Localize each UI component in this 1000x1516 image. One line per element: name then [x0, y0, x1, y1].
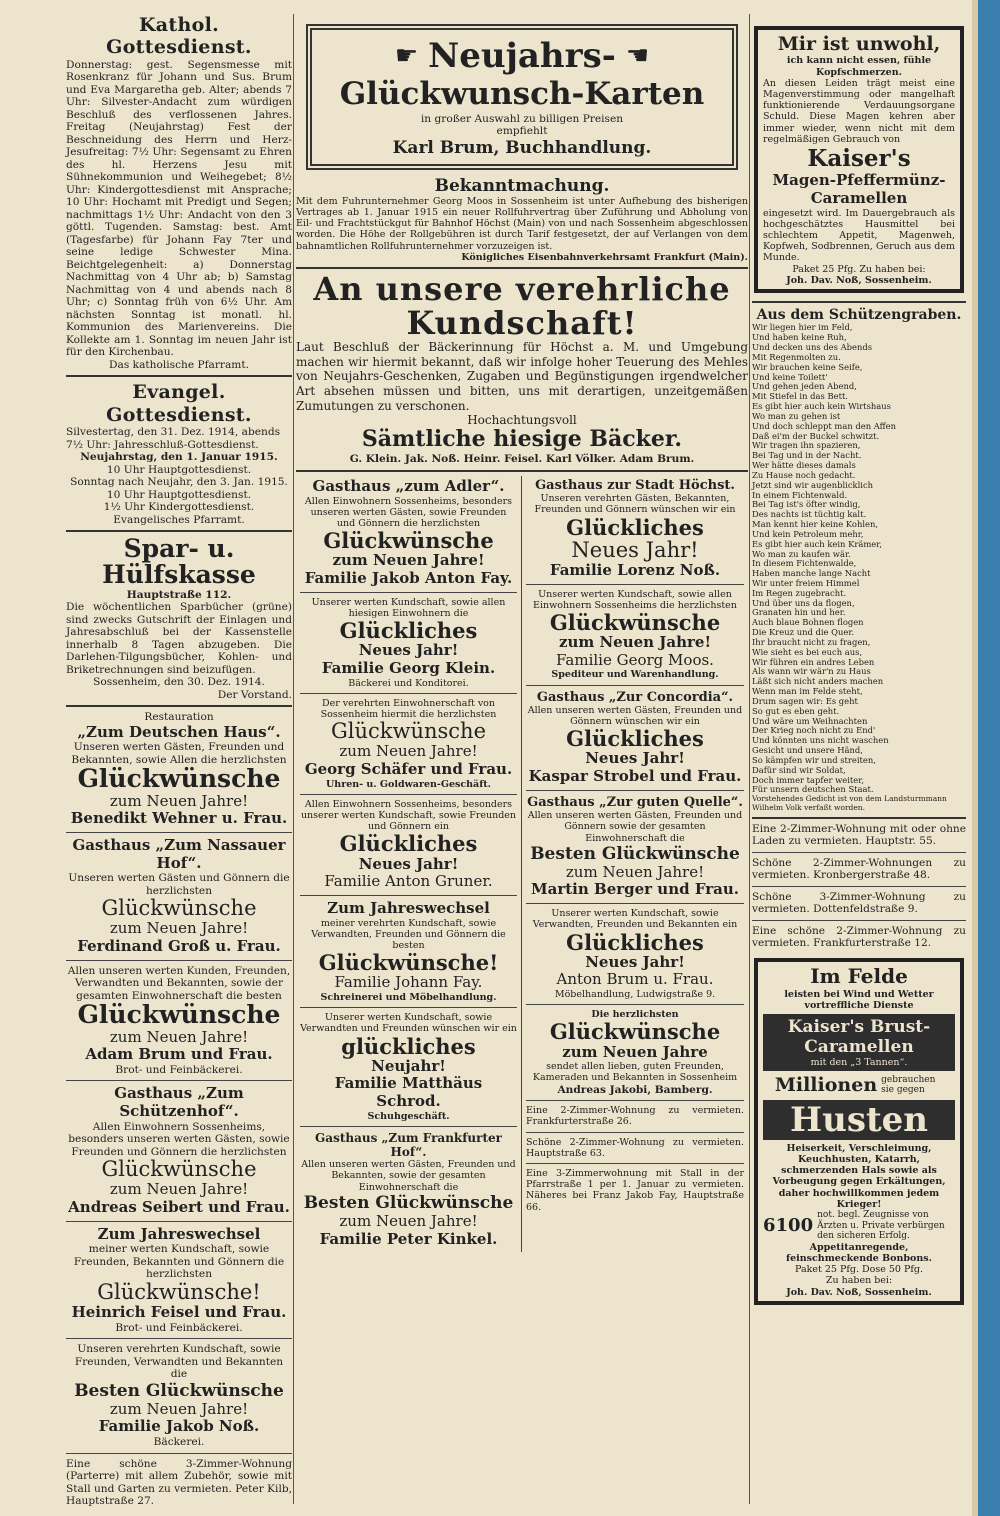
bek-title: Bekanntmachung.: [434, 175, 610, 196]
r1-sign: Familie Lorenz Noß.: [549, 560, 721, 579]
bek-body: Mit dem Fuhrunternehmer Georg Moos in Sossenheim ist unter Aufhebung des bisherigen Vertrages ab 1. Januar 1915 ein neuer Rollfuhrvertrag über Zuführung und Abholung von Eil- und Frachtstückgut für Bahnhof Höchst (Main) von und nach Sossenheim abgeschlossen worden. Die Höhe der Rollgebühren ist durch Tarif festgesetzt, der auf Verlangen von dem bahnamtlichen Rollfuhrunternehmer vorzuzeigen ist.: [296, 195, 748, 252]
ad1-text: Unseren werten Gästen, Freunden und Bekannten, sowie Allen die herzlichsten: [71, 741, 287, 766]
l2-text: Unserer werten Kundschaft, sowie allen hiesigen Einwohnern die: [311, 596, 506, 619]
ad4-text: Allen Einwohnern Sossenheims, besonders unseren werten Gästen, sowie Freunden und Gönnern die herzlichsten: [68, 1120, 290, 1158]
l3-text: Der verehrten Einwohnerschaft von Sossenheim hiermit die herzlichsten: [320, 697, 497, 720]
ad2-sub: zum Neuen Jahre!: [109, 919, 249, 938]
k2-body: Heiserkeit, Verschleimung, Keuchhusten, Katarrh, schmerzenden Hals sowie als Vorbeugung gegen Erkältungen, daher hochwillkommen jedem Krieger!: [772, 1142, 946, 1210]
l2-sign: Familie Georg Klein.: [321, 658, 496, 677]
middle-left-subcolumn: [296, 476, 522, 1252]
l5-sign: Familie Johann Fay.: [334, 973, 483, 992]
r6-pre: Die herzlichsten: [591, 1009, 679, 1021]
l1-big: Glückwünsche: [323, 528, 494, 554]
ad1-big: Glückwünsche: [77, 764, 281, 794]
l1-sub: zum Neuen Jahre!: [332, 551, 485, 570]
ad2-text: Unseren werten Gästen und Gönnern die herzlichsten: [68, 872, 290, 897]
l1-name: Gasthaus „zum Adler“.: [312, 476, 505, 495]
r6-big: Glückwünsche: [549, 1019, 721, 1045]
column-rule-1: [293, 14, 294, 1504]
l7-name: Gasthaus „Zum Frankfurter Hof“.: [315, 1130, 502, 1160]
r5-big: Glückliches: [566, 929, 704, 955]
spar-body: Die wöchentlichen Sparbücher (grüne) sind zwecks Gutschrift der Einlagen und Jahresabschluß bei der Kassenstelle innerhalb 8 Tagen abzugeben. Die Darlehen-Tilgungsbücher, Kohlen- und Briketrechnungen sind beizufügen.: [66, 601, 292, 676]
ad5-sign: Heinrich Feisel und Frau.: [71, 1303, 287, 1322]
blue-page-edge: [978, 0, 1000, 1516]
w4-text: Eine schöne 2-Zimmer-Wohnung zu vermieten. Frankfurterstraße 12.: [752, 924, 966, 950]
kath-sign: Das katholische Pfarramt.: [109, 358, 249, 371]
kund-sign: Sämtliche hiesige Bäcker.: [361, 426, 683, 453]
spar-addr: Hauptstraße 112.: [126, 588, 232, 601]
r4-name: Gasthaus „Zur guten Quelle“.: [527, 794, 743, 810]
k2-brand-box: [763, 1014, 955, 1071]
ev-line-5: 10 Uhr Hauptgottesdienst.: [106, 488, 252, 501]
k2-husten-box: [763, 1100, 955, 1140]
kaiser-magen-ad: [754, 26, 964, 293]
l1-text: Allen Einwohnern Sossenheims, besonders unseren werten Gästen, sowie Freunden und Gönnern die herzlichsten: [304, 495, 513, 530]
k1-brand: Kaiser's: [807, 145, 911, 173]
k2-num-text: not. begl. Zeugnisse von Ärzten u. Private verbürgen den sicheren Erfolg.: [817, 1209, 945, 1242]
r2-sign: Familie Georg Moos.: [556, 650, 714, 669]
l3-big: Glückwünsche: [330, 719, 487, 744]
w2-text: Schöne 2-Zimmer-Wohnungen zu vermieten. Kronbergerstraße 48.: [752, 856, 966, 882]
l4-big: Glückliches: [339, 831, 478, 857]
l5-sub2: Schreinerei und Möbelhandlung.: [320, 992, 497, 1003]
r2-text: Unserer werten Kundschaft, sowie allen Einwohnern Sossenheims die herzlichsten: [533, 588, 737, 611]
cards-sub-2: empfiehlt: [496, 125, 548, 138]
l7-text: Allen unseren werten Gästen, Freunden und Bekannten, sowie der gesamten Einwohnerschaft die: [301, 1159, 516, 1193]
l3-sign: Georg Schäfer und Frau.: [304, 759, 513, 778]
ad6-sub: zum Neuen Jahre!: [109, 1399, 249, 1418]
r1-name: Gasthaus zur Stadt Höchst.: [535, 477, 735, 493]
ev-sign: Evangelisches Pfarramt.: [113, 513, 245, 526]
r1-sub: Neues Jahr!: [571, 537, 699, 562]
r6-text: sendet allen lieben, guten Freunden, Kameraden und Bekannten in Sossenheim: [532, 1061, 738, 1084]
l4-sign: Familie Anton Gruner.: [324, 872, 493, 891]
l5-big: Glückwünsche!: [318, 950, 499, 976]
k1-title: Mir ist unwohl,: [777, 33, 941, 55]
spar-title: Spar- u. Hülfskasse: [102, 534, 256, 590]
ad7-text: Eine schöne 3-Zimmer-Wohnung (Parterre) mit allem Zubehör, sowie mit Stall und Garten zu vermieten. Peter Kilb, Hauptstraße 27.: [66, 1457, 292, 1508]
cards-sub-1: in großer Auswahl zu billigen Preisen: [420, 112, 624, 125]
middle-right-subcolumn: [522, 476, 748, 1252]
ad6-big: Besten Glückwünsche: [74, 1380, 284, 1401]
kund-greet: Hochachtungsvoll: [467, 413, 577, 428]
r4-text: Allen unseren werten Gästen, Freunden und Gönnern sowie der gesamten Einwohnerschaft die: [527, 810, 743, 844]
l1-sign: Familie Jakob Anton Fay.: [304, 569, 513, 587]
r7-text: Eine 2-Zimmer-Wohnung zu vermieten. Frankfurterstraße 26.: [526, 1105, 744, 1128]
ev-line-1: Silvestertag, den 31. Dez. 1914, abends 7½ Uhr: Jahresschluß-Gottesdienst.: [66, 426, 281, 451]
l2-big: Glückliches: [339, 618, 478, 644]
k2-num: 6100: [763, 1215, 814, 1237]
r6-sign: Andreas Jakobi, Bamberg.: [557, 1083, 713, 1096]
l2-sub2: Bäckerei und Konditorei.: [348, 677, 469, 689]
ad1-pre: Restauration: [144, 711, 214, 724]
kaiser-brust-ad: [754, 958, 964, 1305]
kund-names: G. Klein. Jak. Noß. Heinr. Feisel. Karl Völker. Adam Brum.: [349, 453, 695, 466]
ad2-name: Gasthaus „Zum Nassauer Hof“.: [72, 835, 286, 872]
l7-big: Besten Glückwünsche: [303, 1192, 514, 1213]
r4-sub: zum Neuen Jahre!: [565, 862, 705, 881]
ad5-sub: Brot- und Feinbäckerei.: [115, 1321, 243, 1334]
l5-text: meiner verehrten Kundschaft, sowie Verwandten, Freunden und Gönnern die besten: [311, 917, 506, 952]
l3-sub: zum Neuen Jahre!: [339, 742, 478, 761]
spar-date: Sossenheim, den 30. Dez. 1914.: [93, 676, 265, 689]
l7-sub: zum Neuen Jahre!: [339, 1211, 478, 1230]
kund-title: An unsere verehrliche Kundschaft!: [313, 270, 731, 342]
r3-name: Gasthaus „Zur Concordia“.: [536, 689, 734, 705]
kath-body: Donnerstag: gest. Segensmesse mit Rosenkranz für Johann und Sus. Brum und Eva Margaretha geb. Alter; abends 7 Uhr: Silvester-Andacht zum würdigen Beschluß des verflossenen Jahres. Freitag (Neujahrstag) Fest der Beschneidung des Herrn und Herz-Jesufreitag: 7½ Uhr: Segensamt zu Ehren des hl. Herzens Jesu mit Sühnekommunion und Weihegebet; 8½ Uhr: Kindergottesdienst mit Ansprache; 10 Uhr: Hochamt mit Predigt und Segen; nachmittags 1½ Uhr: Andacht von den 3 göttl. Tugenden. Samstag: best. Amt (Tagesfarbe) für Johann Fay 7ter und seine ledige Schwester Mina. Beichtgelegenheit: a) Donnerstag Nachmittag von 4 Uhr ab; b) Samstag Nachmittag von 4 und abends nach 8 Uhr; c) Sonntag früh von 6½ Uhr. Am nächsten Sonntag ist monatl. hl. Kommunion des Marienvereins. Die Kollekte am 1. Sonntag im neuen Jahr ist für den Kirchenbau.: [66, 58, 292, 359]
ad4-name: Gasthaus „Zum Schützenhof“.: [114, 1084, 244, 1121]
k1-body2: eingesetzt wird. Im Dauergebrauch als hochgeschätztes Hausmittel bei schlechtem Appetit, Magenweh, Kopfweh, Sodbrennen, Geruch aus dem Munde.: [763, 207, 955, 264]
r4-sign: Martin Berger und Frau.: [531, 880, 739, 899]
k2-have: Zu haben bei:: [825, 1275, 893, 1287]
cards-title-1: Neujahrs-: [428, 36, 616, 76]
r8-text: Schöne 2-Zimmer-Wohnung zu vermieten. Hauptstraße 63.: [526, 1136, 744, 1159]
l4-sub: Neues Jahr!: [358, 854, 459, 873]
r3-sub: Neues Jahr!: [585, 749, 685, 768]
r3-text: Allen unseren werten Gästen, Freunden und Gönnern wünschen wir ein: [527, 704, 743, 728]
poem-note: Vorstehendes Gedicht ist von dem Landsturmmann Wilhelm Volk verfaßt worden.: [752, 794, 947, 813]
ad6-sub2: Bäckerei.: [153, 1436, 205, 1449]
l3-sub2: Uhren- u. Goldwaren-Geschäft.: [326, 778, 491, 790]
k1-sub: ich kann nicht essen, fühle Kopfschmerzen.: [786, 55, 932, 78]
pointing-hand-left-icon: ☚: [625, 40, 650, 71]
k1-body: An diesen Leiden trägt meist eine Magenverstimmung oder mangelhaft funktionierende Verdauungsorgane Schuld. Diese Magen kehren aber immer wieder, wenn nicht mit dem regelmäßigen Gebrauch von: [763, 77, 955, 145]
r1-text: Unseren verehrten Gästen, Bekannten, Freunden und Gönnern wünschen wir ein: [534, 493, 736, 516]
greeting-cards-ad: [306, 24, 738, 170]
ad5-text: meiner werten Kundschaft, sowie Freunden, Bekannten und Gönnern die herzlichsten: [73, 1243, 285, 1281]
r1-big: Glückliches: [566, 514, 704, 540]
kath-title: Kathol. Gottesdienst.: [106, 14, 252, 59]
r3-big: Glückliches: [566, 726, 704, 752]
ad4-sub: zum Neuen Jahre!: [109, 1180, 249, 1199]
r5-sign: Anton Brum u. Frau.: [556, 970, 714, 989]
ad5-name: Zum Jahreswechsel: [97, 1224, 261, 1243]
ad1-name: „Zum Deutschen Haus“.: [77, 722, 281, 741]
ad1-sign: Benedikt Wehner u. Frau.: [70, 809, 288, 828]
ad3-text: Allen unseren werten Kunden, Freunden, Verwandten und Bekannten, sowie der gesamten Einwohnerschaft die besten: [67, 964, 291, 1002]
ad3-sub: zum Neuen Jahre!: [109, 1027, 249, 1046]
r6-sub: zum Neuen Jahre: [562, 1042, 708, 1061]
column-left: [66, 14, 292, 1508]
bek-sign: Königliches Eisenbahnverkehrsamt Frankfurt (Main).: [461, 251, 748, 263]
l6-big: glückliches: [341, 1033, 476, 1059]
kund-body: Laut Beschluß der Bäckerinnung für Höchst a. M. und Umgebung machen wir hiermit bekannt, daß wir infolge hoher Teuerung des Mehles von Neujahrs-Geschenken, Zugaben und Begünstigungen irgendwelcher Art absehen müssen und bitten, uns mit derartigen, unzeitgemäßen Zumutungen zu verschonen.: [296, 340, 748, 413]
ad3-sign: Adam Brum und Frau.: [85, 1045, 273, 1064]
r9-text: Eine 3-Zimmerwohnung mit Stall in der Pfarrstraße 1 per 1. Januar zu vermieten. Näheres bei Franz Jakob Fay, Hauptstraße 66.: [526, 1167, 744, 1213]
r5-sub: Neues Jahr!: [585, 952, 685, 971]
ad2-sign: Ferdinand Groß u. Frau.: [77, 937, 281, 956]
r2-sub2: Spediteur und Warenhandlung.: [551, 669, 719, 681]
ev-line-2: Neujahrstag, den 1. Januar 1915.: [80, 451, 278, 464]
pointing-hand-right-icon: ☛: [394, 40, 419, 71]
ad3-sub2: Brot- und Feinbäckerei.: [115, 1063, 243, 1076]
r2-big: Glückwünsche: [549, 609, 721, 635]
ad5-big: Glückwünsche!: [97, 1279, 261, 1304]
l6-text: Unserer werten Kundschaft, sowie Verwandten und Freunden wünschen wir ein: [300, 1012, 517, 1035]
l6-sub: Neujahr!: [371, 1056, 446, 1075]
ad6-text: Unseren verehrten Kundschaft, sowie Freunden, Verwandten und Bekannten die: [74, 1343, 284, 1381]
ad6-sign: Familie Jakob Noß.: [98, 1417, 260, 1436]
l4-text: Allen Einwohnern Sossenheims, besonders unserer werten Kundschaft, sowie Freunden und Gönnern ein: [300, 798, 517, 833]
cards-sign: Karl Brum, Buchhandlung.: [392, 137, 652, 158]
ev-title: Evangel. Gottesdienst.: [106, 381, 252, 426]
w1-text: Eine 2-Zimmer-Wohnung mit oder ohne Laden zu vermieten. Hauptstr. 55.: [752, 822, 966, 848]
k2-husten: Husten: [789, 1099, 929, 1140]
l2-sub: Neues Jahr!: [358, 641, 459, 660]
ad4-big: Glückwünsche: [101, 1157, 257, 1182]
k2-brand-sub: mit den „3 Tannen“.: [810, 1057, 908, 1068]
k2-title: Im Felde: [810, 963, 908, 988]
l6-sub2: Schuhgeschäft.: [367, 1110, 450, 1122]
k2-price: Paket 25 Pfg. Dose 50 Pfg.: [795, 1264, 923, 1276]
l7-sign: Familie Peter Kinkel.: [319, 1229, 498, 1248]
l6-sign: Familie Matthäus Schrod.: [334, 1074, 483, 1111]
k2-brand: Kaiser's Brust-Caramellen: [787, 1016, 931, 1057]
k2-mil-sub: gebrauchen sie gegen: [881, 1074, 936, 1096]
k1-seller: Joh. Dav. Noß, Sossenheim.: [786, 274, 932, 286]
k2-sub: leisten bei Wind und Wetter vortreffliche Dienste: [784, 988, 934, 1011]
ad2-big: Glückwünsche: [101, 896, 257, 921]
ad1-sub: zum Neuen Jahre!: [109, 791, 249, 810]
column-middle: [296, 14, 748, 1252]
column-rule-2: [749, 14, 750, 1504]
k2-bonbons: Appetitanregende, feinschmeckende Bonbons.: [786, 1241, 932, 1264]
k1-price: Paket 25 Pfg. Zu haben bei:: [792, 263, 926, 275]
r5-sub2: Möbelhandlung, Ludwigstraße 9.: [554, 989, 716, 1001]
ev-line-4: Sonntag nach Neujahr, den 3. Jan. 1915.: [70, 476, 288, 489]
l5-name: Zum Jahreswechsel: [327, 898, 490, 917]
ev-line-3: 10 Uhr Hauptgottesdienst.: [106, 463, 252, 476]
ad4-sign: Andreas Seibert und Frau.: [68, 1198, 290, 1217]
column-right: [752, 14, 966, 1305]
poem-title: Aus dem Schützengraben.: [756, 306, 962, 323]
ad3-big: Glückwünsche: [77, 1000, 281, 1030]
k2-mil: Millionen: [774, 1074, 878, 1097]
spar-sign: Der Vorstand.: [217, 688, 292, 701]
cards-title-2: Glückwunsch-Karten: [339, 76, 705, 113]
r5-text: Unserer werten Kundschaft, sowie Verwandten, Freunden und Bekannten ein: [532, 908, 738, 931]
r2-sub: zum Neuen Jahre!: [558, 633, 712, 652]
k2-seller: Joh. Dav. Noß, Sossenheim.: [786, 1286, 932, 1298]
w3-text: Schöne 3-Zimmer-Wohnung zu vermieten. Dottenfeldstraße 9.: [752, 890, 966, 916]
r3-sign: Kaspar Strobel und Frau.: [528, 767, 742, 786]
paper-edge: [972, 0, 978, 1516]
poem-text: Wir liegen hier im Feld, Und haben keine Ruh, Und decken uns des Abends Mit Regenmolten zu. Wir brauchen keine Seife, Und keine Toilett' Und gehen jeden Abend, Mit Stiefel in das Bett. Es gibt hier auch kein Wirtshaus Wo man zu gehen ist Und doch schleppt man den Affen Daß ei'm der Buckel schwitzt. Wir tragen ihn spazieren, Bei Tag und in der Nacht. Wer hätte dieses damals Zu Hause noch gedacht. Jetzt sind wir augenblicklich In einem Fichtenwald. Bei Tag ist's öfter windig, Des nachts ist tüchtig kalt. Man kennt hier keine Kohlen, Und kein Petroleum mehr, Es gibt hier auch kein Krämer, Wo man zu kaufen wär. In diesem Fichtenwalde, Haben manche lange Nacht Wir unter freiem Himmel Im Regen zugebracht. Und über uns da flogen, Granaten hin und her. Auch blaue Bohnen flogen Die Kreuz und die Quer. Ihr braucht nicht zu fragen, Wie sieht es bei euch aus, Wir führen ein andres Leben Als wann wir wär'n zu Haus Läßt sich nicht anders machen Wenn man im Felde steht, Drum sagen wir: Es geht So gut es eben geht. Und wäre um Weihnachten Der Krieg noch nicht zu End' Und könnten uns nicht waschen Gesicht und unsere Händ, So kämpfen wir und streiten, Dafür sind wir Soldat, Doch immer tapfer weiter, Für unsern deutschen Staat.: [752, 322, 896, 795]
k1-prod: Magen-Pfeffermünz-Caramellen: [772, 171, 946, 207]
ev-line-6: 1½ Uhr Kindergottesdienst.: [103, 501, 255, 514]
r4-big: Besten Glückwünsche: [530, 843, 740, 864]
